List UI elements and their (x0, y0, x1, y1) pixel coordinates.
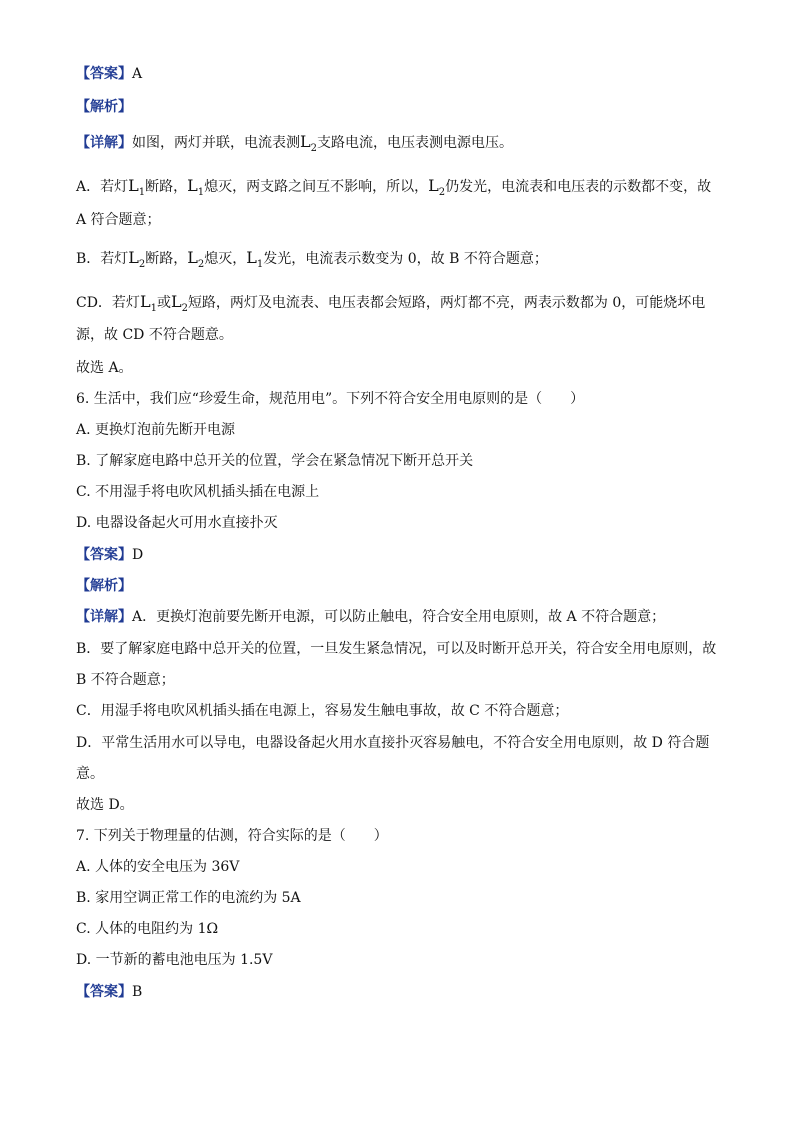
question-7-option-a: A. 人体的安全电压为 36V (76, 859, 240, 875)
detail-line-d: D．平常生活用水可以导电，电器设备起火用水直接扑灭容易触电，不符合安全用电原则，故 D 符合题 (76, 735, 710, 751)
detail-label: 【详解】 (76, 609, 132, 625)
question-7-option-d: D. 一节新的蓄电池电压为 1.5V (76, 952, 273, 968)
detail-line: 【详解】如图，两灯并联，电流表测$L_2$支路电流，电压表测电源电压。 (76, 132, 513, 154)
question-6-option-b: B. 了解家庭电路中总开关的位置，学会在紧急情况下断开总开关 (76, 453, 474, 469)
option-analysis-cd-cont: 源，故 CD 不符合题意。 (76, 327, 233, 343)
conclusion: 故选 D。 (76, 797, 134, 813)
question-7-option-c: C. 人体的电阻约为 1Ω (76, 921, 219, 937)
detail-label: 【详解】 (76, 135, 132, 151)
detail-line: 【详解】A．更换灯泡前要先断开电源，可以防止触电，符合安全用电原则，故 A 不符合题意； (76, 609, 666, 625)
answer-label: 【答案】 (76, 984, 132, 1000)
answer-line (76, 64, 142, 84)
question-6-option-a: A. 更换灯泡前先断开电源 (76, 422, 236, 438)
option-analysis-b: B．若灯$L_2$断路，$L_2$熄灭，$L_1$发光，电流表示数变为 0，故 B 不符合题意； (76, 248, 548, 270)
detail-line-d-cont: 意。 (76, 766, 104, 782)
option-analysis-cd: CD．若灯$L_1$或$L_2$短路，两灯及电流表、电压表都会短路，两灯都不亮，两表示数都为 0，可能烧坏电 (76, 292, 706, 314)
answer-line (76, 982, 142, 1002)
answer-label: 【答案】 (76, 66, 132, 82)
detail-line-c: C．用湿手将电吹风机插头插在电源上，容易发生触电事故，故 C 不符合题意； (76, 703, 569, 719)
answer-value: A (132, 66, 143, 82)
analysis-label: 【解析】 (76, 99, 132, 115)
detail-line-b: B．要了解家庭电路中总开关的位置，一旦发生紧急情况，可以及时断开总开关，符合安全用电原则，故 (76, 641, 717, 657)
conclusion: 故选 A。 (76, 360, 133, 376)
question-7-stem: 7. 下列关于物理量的估测，符合实际的是（ ） (76, 828, 388, 844)
answer-line (76, 545, 143, 565)
analysis-label: 【解析】 (76, 578, 132, 594)
question-6-option-c: C. 不用湿手将电吹风机插头插在电源上 (76, 484, 320, 500)
question-7-option-b: B. 家用空调正常工作的电流约为 5A (76, 890, 301, 906)
answer-label: 【答案】 (76, 547, 132, 563)
option-analysis-a: A．若灯$L_1$断路，$L_1$熄灭，两支路之间互不影响，所以，$L_2$仍发光，电流表和电压表的示数都不变，故 (76, 176, 712, 198)
detail-line-b-cont: B 不符合题意； (76, 672, 175, 688)
answer-value: B (132, 984, 143, 1000)
option-analysis-a-cont: A 符合题意； (76, 212, 161, 228)
answer-value: D (132, 547, 144, 563)
question-6-option-d: D. 电器设备起火可用水直接扑灭 (76, 515, 278, 531)
question-6-stem: 6. 生活中，我们应“珍爱生命，规范用电”。下列不符合安全用电原则的是（ ） (76, 391, 585, 407)
